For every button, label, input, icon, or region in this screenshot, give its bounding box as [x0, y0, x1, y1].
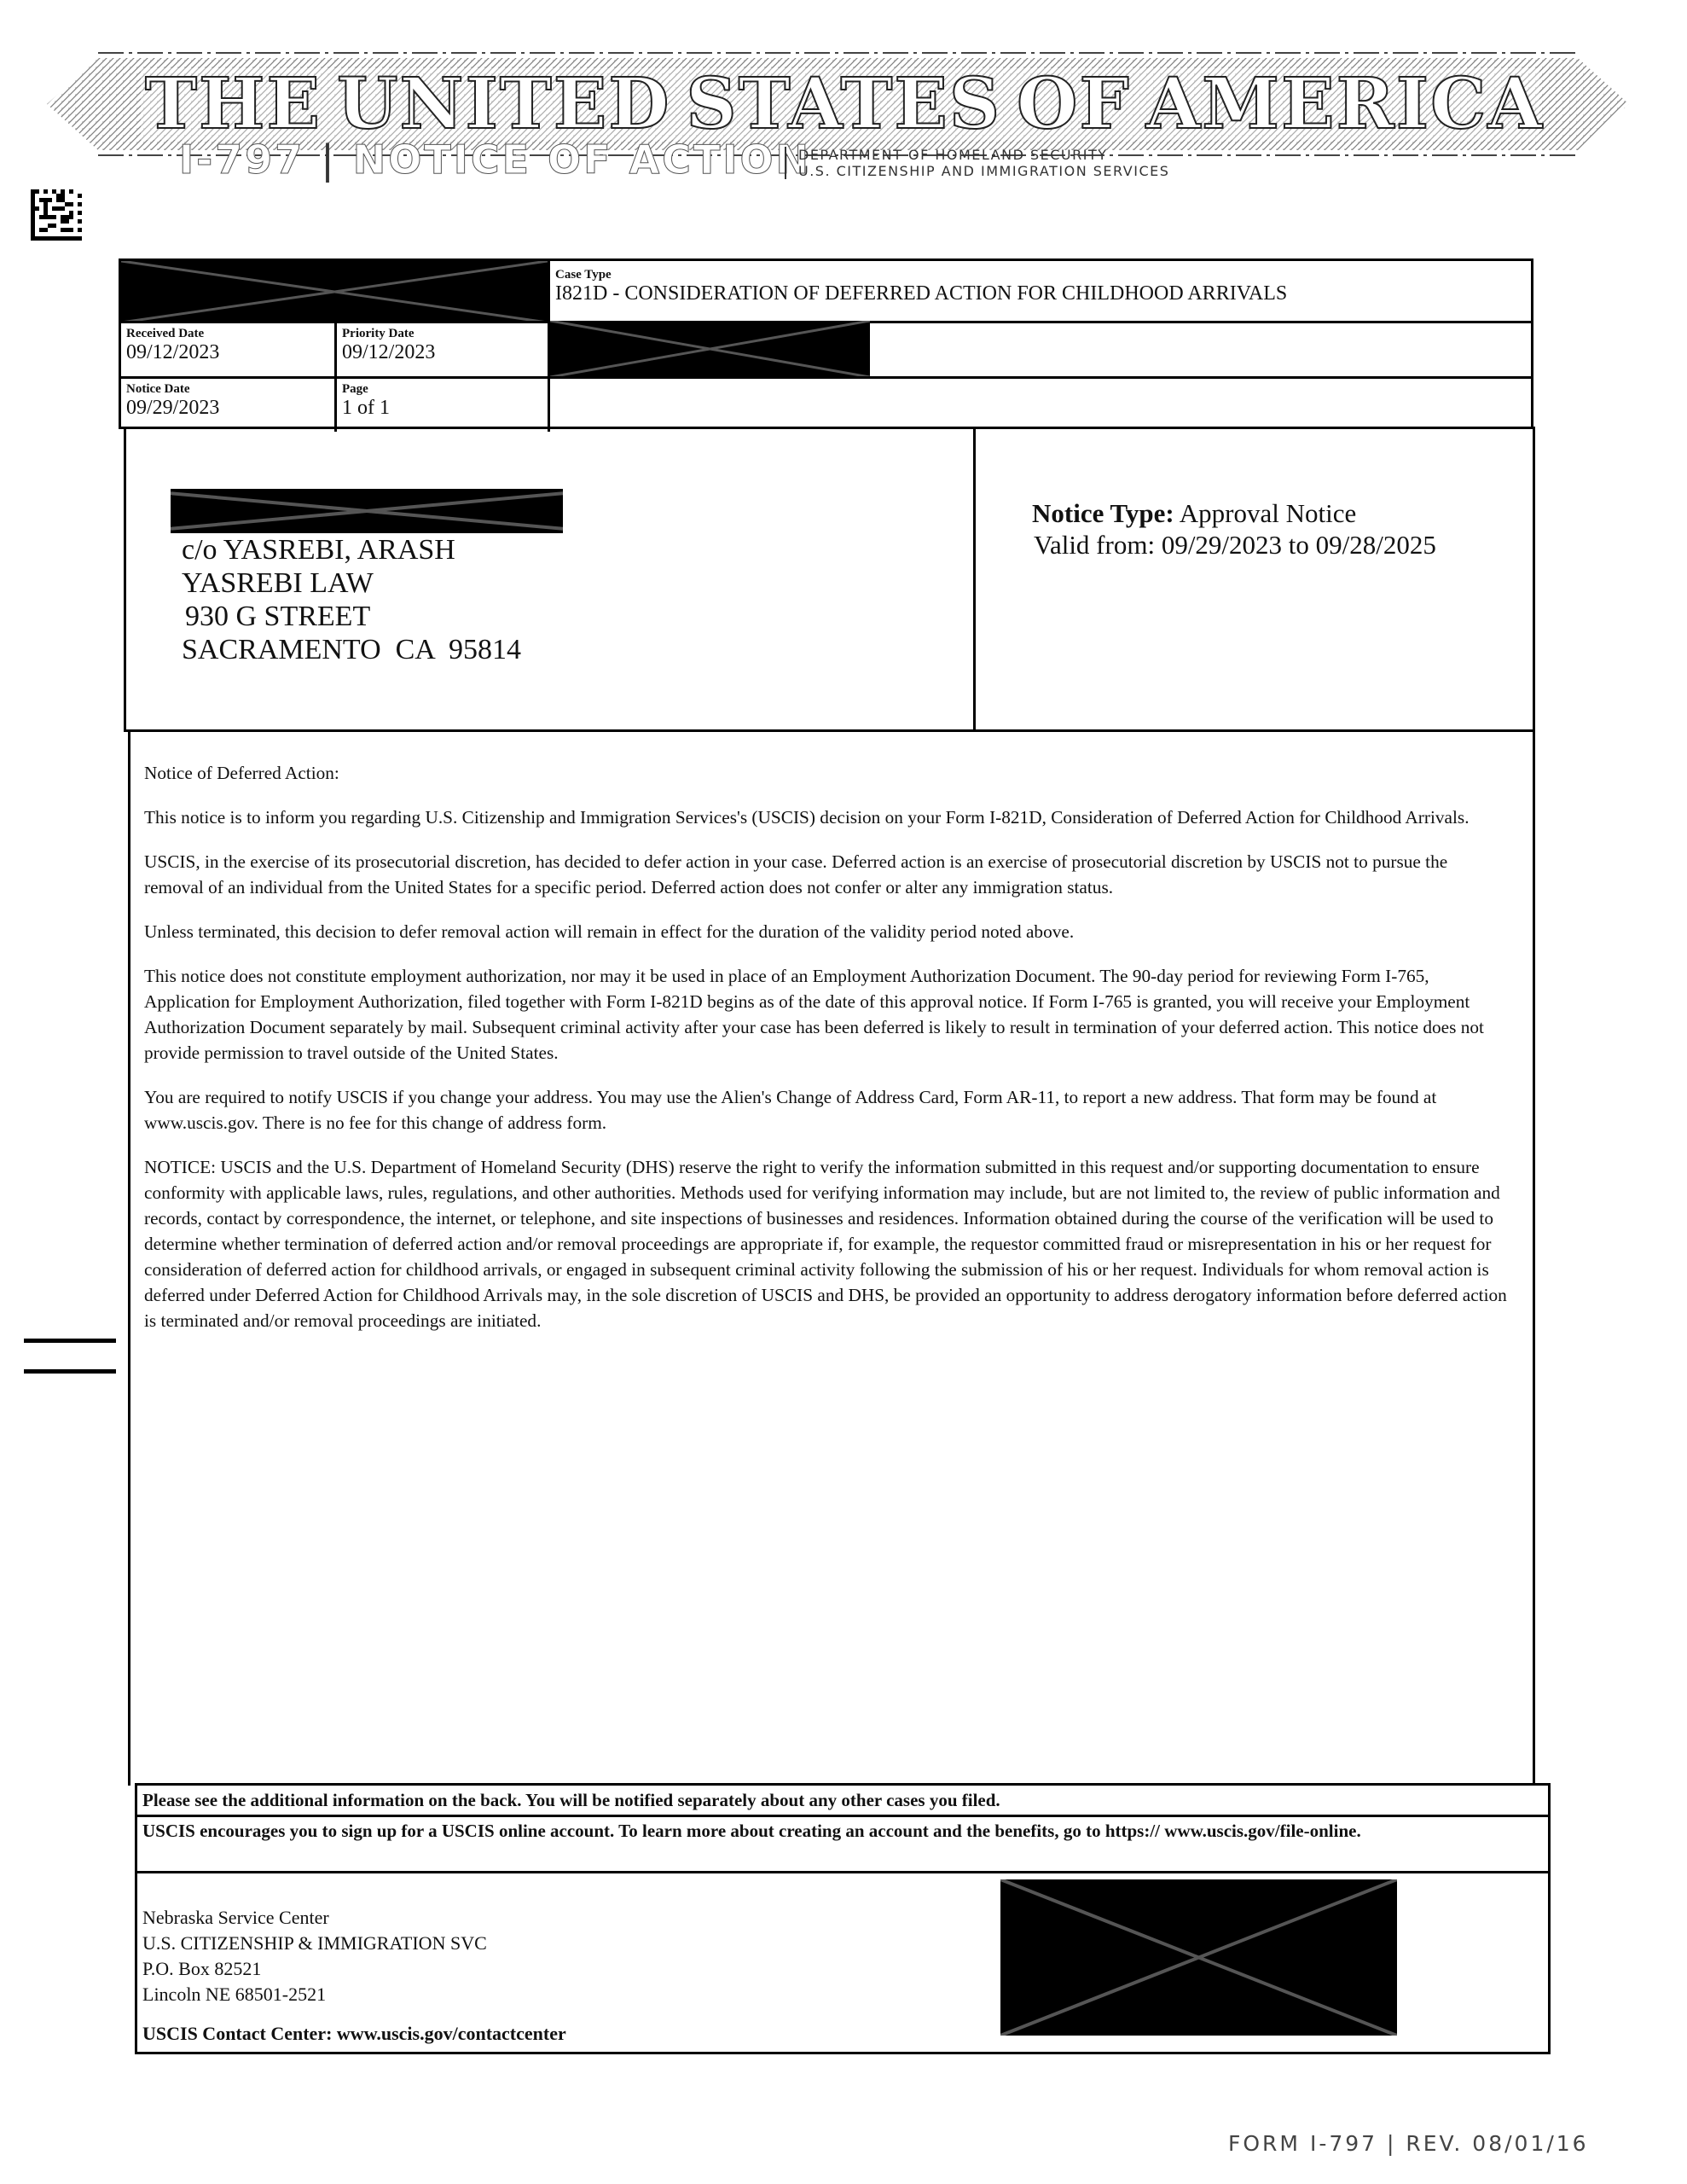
banner-word: UNITED — [336, 63, 671, 145]
received-date-value: 09/12/2023 — [126, 341, 220, 363]
notice-type-block — [1032, 497, 1436, 561]
department-line-2: U.S. CITIZENSHIP AND IMMIGRATION SERVICES — [798, 163, 1170, 179]
notice-body-text — [144, 760, 1509, 1352]
received-date-label: Received Date — [126, 327, 205, 340]
form-revision: FORM I-797 | REV. 08/01/16 — [1228, 2131, 1589, 2156]
validity-period — [1032, 529, 1436, 561]
page-cell — [337, 379, 550, 430]
online-account-row — [137, 1817, 1548, 1873]
additional-info-row — [137, 1786, 1548, 1815]
banner-word: STATES — [686, 63, 1002, 145]
body-paragraph: Unless terminated, this decision to defer removal action will remain in effect for the duration of the validity period noted above. — [144, 921, 1075, 942]
notice-type-label: Notice Type: — [1032, 498, 1174, 528]
case-info-table — [119, 258, 1533, 429]
redaction-box — [121, 261, 548, 322]
service-center-line: Lincoln NE 68501-2521 — [142, 1984, 327, 2005]
redaction-box — [550, 321, 870, 377]
address-line: c/o YASREBI, ARASH — [182, 534, 455, 566]
notice-type-value: Approval Notice — [1179, 498, 1357, 528]
contact-center-link[interactable]: USCIS Contact Center: www.uscis.gov/contactcenter — [142, 2023, 566, 2044]
valid-from-value: 09/29/2023 to 09/28/2025 — [1161, 530, 1436, 560]
footer-table — [135, 1783, 1551, 2054]
notice-date-value: 09/29/2023 — [126, 397, 220, 419]
banner-word: AMERICA — [1145, 63, 1544, 145]
page-value: 1 of 1 — [342, 397, 390, 419]
service-center-line: U.S. CITIZENSHIP & IMMIGRATION SVC — [142, 1932, 487, 1954]
recipient-address — [182, 533, 521, 666]
notice-date-label: Notice Date — [126, 382, 190, 396]
valid-from-label: Valid from: — [1034, 530, 1156, 560]
address-line: YASREBI LAW — [182, 567, 374, 599]
address-line: SACRAMENTO CA 95814 — [182, 634, 521, 665]
notice-date-cell — [121, 379, 334, 430]
datamatrix-barcode-icon — [31, 189, 82, 241]
form-number: I-797 — [179, 136, 305, 183]
redaction-box — [1000, 1879, 1397, 2036]
page-label: Page — [342, 382, 368, 396]
recipient-and-notice-section — [124, 427, 1535, 732]
form-title — [179, 136, 811, 183]
department-name — [785, 147, 1169, 179]
contact-center — [142, 2021, 566, 2047]
fold-mark — [24, 1339, 116, 1343]
priority-date-value: 09/12/2023 — [342, 341, 436, 363]
body-heading: Notice of Deferred Action: — [144, 763, 339, 783]
redaction-box — [171, 489, 563, 533]
case-type-label: Case Type — [555, 268, 612, 282]
notice-body — [128, 729, 1535, 1786]
body-paragraph: You are required to notify USCIS if you change your address. You may use the Alien's Change of Address Card, Form AR-11, to report a new address. That form may be found at www.uscis.gov. There is no fee for this change of address form. — [144, 1087, 1437, 1133]
case-type-value: I821D - CONSIDERATION OF DEFERRED ACTION FOR CHILDHOOD ARRIVALS — [555, 282, 1288, 305]
priority-date-label: Priority Date — [342, 327, 415, 340]
body-notice-paragraph: NOTICE: USCIS and the U.S. Department of Homeland Security (DHS) reserve the right to verify the information submitted in this request and/or supporting documentation to ensure conformity with applicable laws, rules, regulations, and other authorities. Methods used for verifying information may include, but are not limited to, the review of public information and records, contact by correspondence, the internet, or telephone, and site inspections of businesses and residences. Information obtained during the course of the verification will be used to determine whether termination of deferred action and/or removal proceedings are appropriate if, for example, the requestor committed fraud or misrepresentation in his or her request for consideration of deferred action for childhood arrivals, or engaged in subsequent criminal activity following the submission of his or her request. Individuals for whom removal action is deferred under Deferred Action for Childhood Arrivals may, in the sole discretion of USCIS and DHS, be provided an opportunity to address derogatory information before deferred action is terminated and/or removal proceedings are initiated. — [144, 1157, 1507, 1331]
notice-type — [1032, 497, 1436, 529]
service-center-line: Nebraska Service Center — [142, 1907, 329, 1928]
case-type-cell — [550, 261, 1531, 321]
banner-word: OF — [1017, 63, 1131, 145]
service-center-line: P.O. Box 82521 — [142, 1958, 262, 1979]
body-paragraph: This notice is to inform you regarding U.S. Citizenship and Immigration Services's (USCIS) decision on your Form I-821D, Consideration of Deferred Action for Childhood Arrivals. — [144, 807, 1470, 828]
banner-title — [145, 65, 1544, 143]
title-separator: | — [321, 136, 337, 183]
address-line: 930 G STREET — [185, 601, 371, 632]
department-line-1: DEPARTMENT OF HOMELAND SECURITY — [798, 147, 1108, 163]
banner-word: THE — [145, 63, 322, 145]
body-paragraph: USCIS, in the exercise of its prosecutorial discretion, has decided to defer action in your case. Deferred action is an exercise of prosecutorial discretion by USCIS not to pursue the removal of an individual from the United States for a specific period. Deferred action does not confer or alter any immigration status. — [144, 851, 1448, 897]
online-account-text: USCIS encourages you to sign up for a USCIS online account. To learn more about creating an account and the benefits, go to https:// www.uscis.gov/file-online. — [142, 1821, 1361, 1841]
service-center-address — [142, 1905, 487, 2007]
fold-mark — [24, 1369, 116, 1374]
body-paragraph: This notice does not constitute employment authorization, nor may it be used in place of an Employment Authorization Document. The 90-day period for reviewing Form I-765, Application for Employment Authorization, filed together with Form I-821D begins as of the date of this approval notice. If Form I-765 is granted, you will receive your Employment Authorization Document separately by mail. Subsequent criminal activity after your case has been deferred is likely to result in termination of your deferred action. This notice does not provide permission to travel outside of the United States. — [144, 966, 1484, 1063]
priority-date-cell — [337, 323, 550, 376]
form-title-text: NOTICE OF ACTION — [352, 136, 812, 183]
received-date-cell — [121, 323, 334, 376]
additional-info-text: Please see the additional information on the back. You will be notified separately about any other cases you filed. — [142, 1790, 1000, 1810]
